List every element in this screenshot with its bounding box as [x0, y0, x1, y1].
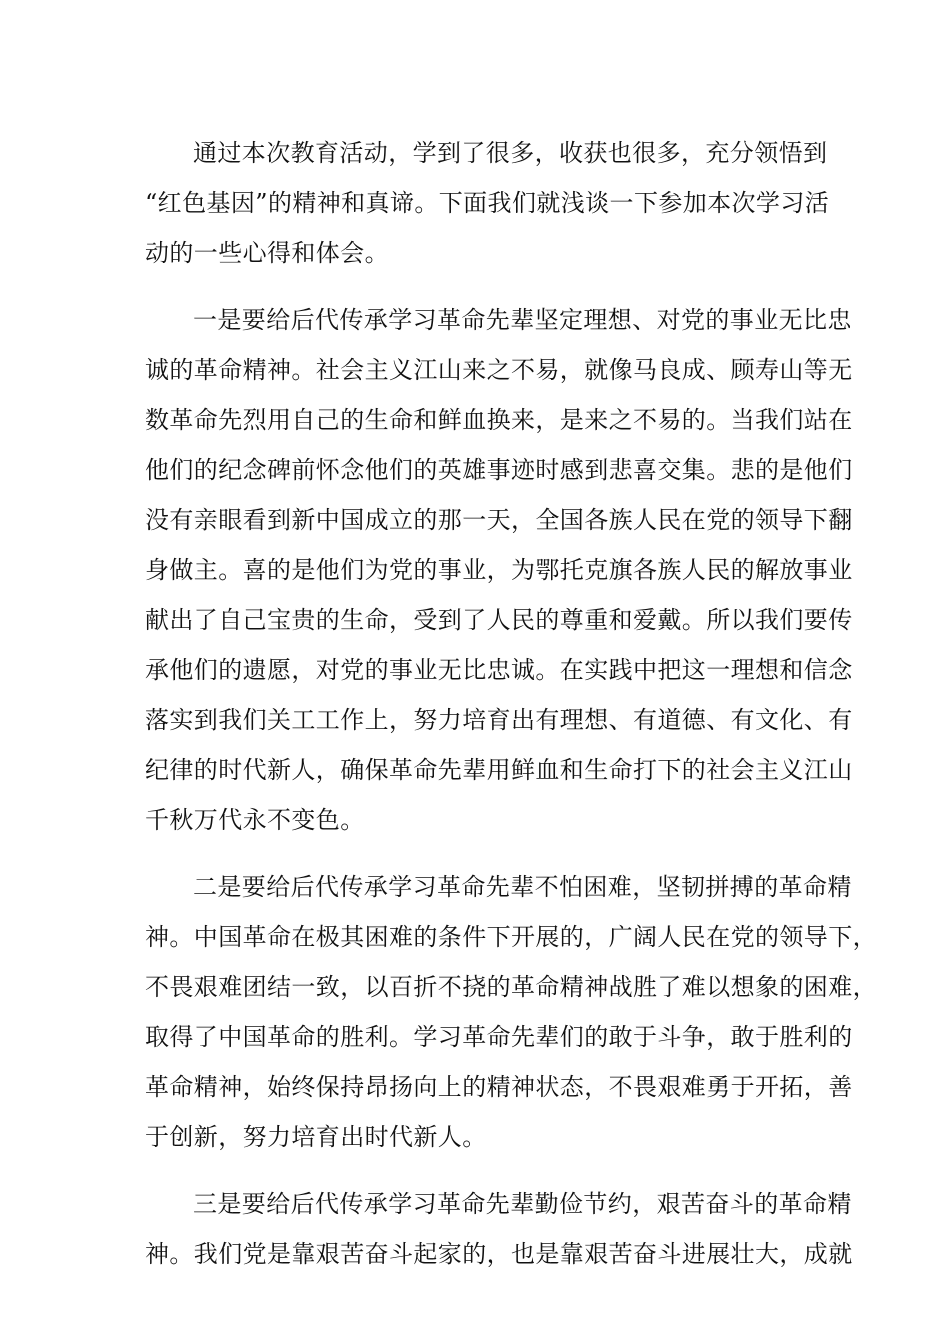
text-line: 他们的纪念碑前怀念他们的英雄事迹时感到悲喜交集。悲的是他们 [145, 456, 853, 484]
paragraph-spacer [145, 283, 825, 300]
text-line: 一是要给后代传承学习革命先辈坚定理想、对党的事业无比忠 [193, 306, 852, 334]
paragraph [145, 300, 853, 850]
text-line: 通过本次教育活动，学到了很多，收获也很多，充分领悟到 [193, 139, 828, 167]
document-body [145, 133, 877, 1284]
text-line: 没有亲眼看到新中国成立的那一天，全国各族人民在党的领导下翻 [145, 506, 853, 534]
text-line: 诚的革命精神。社会主义江山来之不易，就像马良成、顾寿山等无 [145, 356, 853, 384]
text-line: 数革命先烈用自己的生命和鲜血换来，是来之不易的。当我们站在 [145, 406, 853, 434]
text-line: 千秋万代永不变色。 [145, 806, 365, 834]
text-line: 身做主。喜的是他们为党的事业，为鄂托克旗各族人民的解放事业 [145, 556, 853, 584]
text-line: 于创新，努力培育出时代新人。 [145, 1123, 487, 1151]
text-line: 落实到我们关工工作上，努力培育出有理想、有道德、有文化、有 [145, 706, 853, 734]
text-line: 取得了中国革命的胜利。学习革命先辈们的敢于斗争，敢于胜利的 [145, 1023, 853, 1051]
text-line: 不畏艰难团结一致，以百折不挠的革命精神战胜了难以想象的困难， [145, 973, 877, 1001]
paragraph-spacer [145, 850, 825, 867]
text-line: 革命精神，始终保持昂扬向上的精神状态，不畏艰难勇于开拓，善 [145, 1073, 853, 1101]
text-line: 纪律的时代新人，确保革命先辈用鲜血和生命打下的社会主义江山 [145, 756, 853, 784]
text-line: 三是要给后代传承学习革命先辈勤俭节约，艰苦奋斗的革命精 [193, 1190, 852, 1218]
text-line: 神。我们党是靠艰苦奋斗起家的，也是靠艰苦奋斗进展壮大，成就 [145, 1240, 853, 1268]
text-line: 动的一些心得和体会。 [145, 239, 389, 267]
paragraph [145, 1184, 853, 1284]
paragraph-spacer [145, 1167, 825, 1184]
text-line: 献出了自己宝贵的生命，受到了人民的尊重和爱戴。所以我们要传 [145, 606, 853, 634]
paragraph [145, 133, 830, 283]
text-line: 神。中国革命在极其困难的条件下开展的，广阔人民在党的领导下， [145, 923, 877, 951]
text-line: “红色基因”的精神和真谛。下面我们就浅谈一下参加本次学习活 [145, 189, 830, 217]
text-line: 承他们的遗愿，对党的事业无比忠诚。在实践中把这一理想和信念 [145, 656, 853, 684]
paragraph [145, 867, 877, 1167]
text-line: 二是要给后代传承学习革命先辈不怕困难，坚韧拼搏的革命精 [193, 873, 852, 901]
